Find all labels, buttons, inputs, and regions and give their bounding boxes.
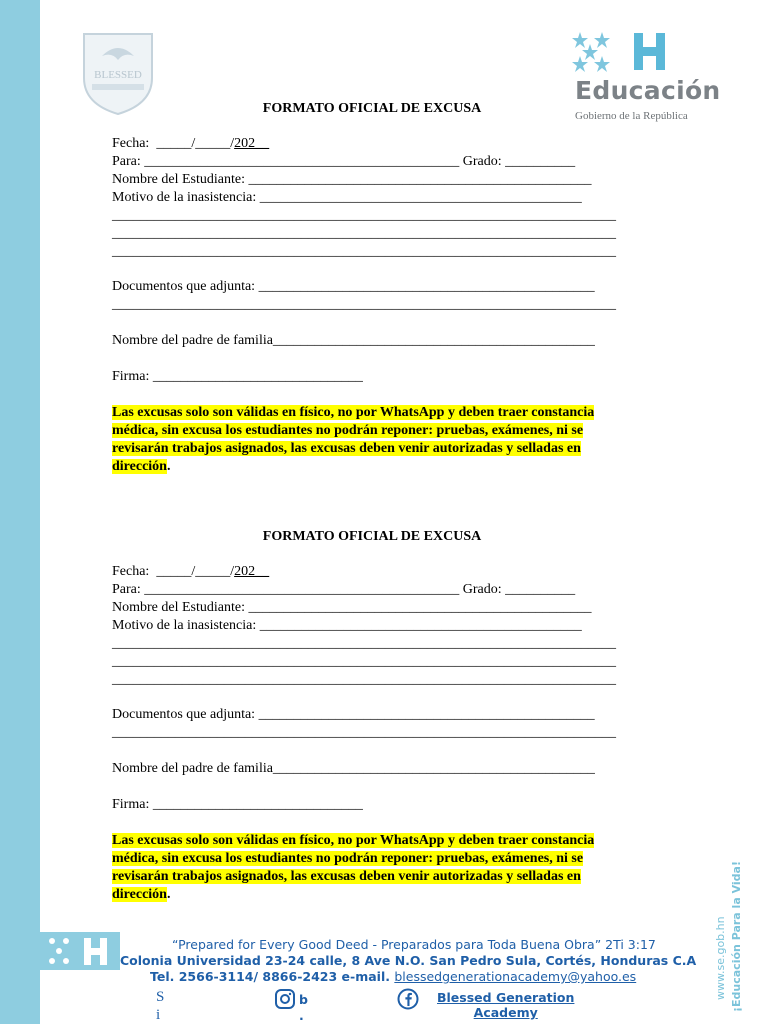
footer-address: Colonia Universidad 23-24 calle, 8 Ave N.O. San Pedro Sula, Cortés, Honduras C.A — [120, 953, 697, 968]
parent-name-line: Nombre del padre de familia______________________________________________ — [112, 333, 595, 348]
blank-line: ________________________________________________________________________ — [112, 297, 616, 312]
education-brand-text: Educación — [575, 76, 721, 105]
facebook-icon[interactable] — [397, 988, 419, 1010]
excuse-policy-note: Las excusas solo son válidas en físico, no por WhatsApp y deben traer constancia médica, sin excusa los estudiantes no podrán reponer: pruebas, exámenes, ni se revisarán trabajos asignados, las excusas deben venir autorizadas y selladas en dirección. — [112, 405, 595, 474]
left-sidebar-band — [0, 0, 40, 1024]
side-slogan-text: ¡Educación Para la Vida! — [730, 861, 743, 1012]
form-title: FORMATO OFICIAL DE EXCUSA — [262, 529, 482, 544]
student-name-line: Nombre del Estudiante: _________________________________________________ — [112, 172, 592, 187]
fecha-line: Fecha: _____/_____/202__ — [112, 136, 270, 151]
footer-contact — [150, 969, 636, 984]
facebook-page-link[interactable]: Blessed Generation Academy — [437, 990, 575, 1020]
blank-line: ________________________________________________________________________ — [112, 636, 616, 651]
footer-stars-h-icon — [40, 932, 120, 970]
excuse-policy-note: Las excusas solo son válidas en físico, no por WhatsApp y deben traer constancia médica, sin excusa los estudiantes no podrán reponer: pruebas, exámenes, ni se revisarán trabajos asignados, las excusas deben venir autorizadas y selladas en dirección. — [112, 833, 595, 902]
para-grado-line: Para: _____________________________________________ Grado: __________ — [112, 154, 576, 169]
documents-line: Documentos que adjunta: ________________________________________________ — [112, 279, 595, 294]
fecha-line: Fecha: _____/_____/202__ — [112, 564, 270, 579]
form-title: FORMATO OFICIAL DE EXCUSA — [262, 101, 482, 116]
parent-name-line: Nombre del padre de familia______________________________________________ — [112, 761, 595, 776]
instagram-icon[interactable] — [274, 988, 296, 1010]
signature-line: Firma: ______________________________ — [112, 369, 363, 384]
blank-line: ________________________________________________________________________ — [112, 654, 616, 669]
footer-phone: Tel. 2566-3114/ 8866-2423 e-mail. — [150, 969, 390, 984]
excuse-form-2 — [112, 528, 632, 908]
school-logo-text: BLESSED — [94, 69, 142, 81]
student-name-line: Nombre del Estudiante: _________________________________________________ — [112, 600, 592, 615]
blank-line: ________________________________________________________________________ — [112, 208, 616, 223]
footer-email-link[interactable]: blessedgenerationacademy@yahoo.es — [394, 969, 637, 984]
footer-quote: “Prepared for Every Good Deed - Preparados para Toda Buena Obra” 2Ti 3:17 — [172, 937, 656, 952]
footer-logo-band — [40, 932, 120, 970]
footer-s-letter: S i — [156, 989, 165, 1023]
absence-reason-line: Motivo de la inasistencia: ______________________________________________ — [112, 190, 582, 205]
blank-line: ________________________________________________________________________ — [112, 725, 616, 740]
side-website-text: www.se.gob.hn — [714, 916, 727, 1000]
blank-line: ________________________________________________________________________ — [112, 672, 616, 687]
instagram-handle[interactable]: b . — [299, 992, 308, 1023]
blank-line: ________________________________________________________________________ — [112, 244, 616, 259]
signature-line: Firma: ______________________________ — [112, 797, 363, 812]
blank-line: ________________________________________________________________________ — [112, 226, 616, 241]
documents-line: Documentos que adjunta: ________________________________________________ — [112, 707, 595, 722]
government-subtitle: Gobierno de la República — [575, 110, 688, 122]
absence-reason-line: Motivo de la inasistencia: ______________________________________________ — [112, 618, 582, 633]
excuse-form-1 — [112, 100, 632, 480]
stars-h-icon — [570, 30, 680, 74]
para-grado-line: Para: _____________________________________________ Grado: __________ — [112, 582, 576, 597]
